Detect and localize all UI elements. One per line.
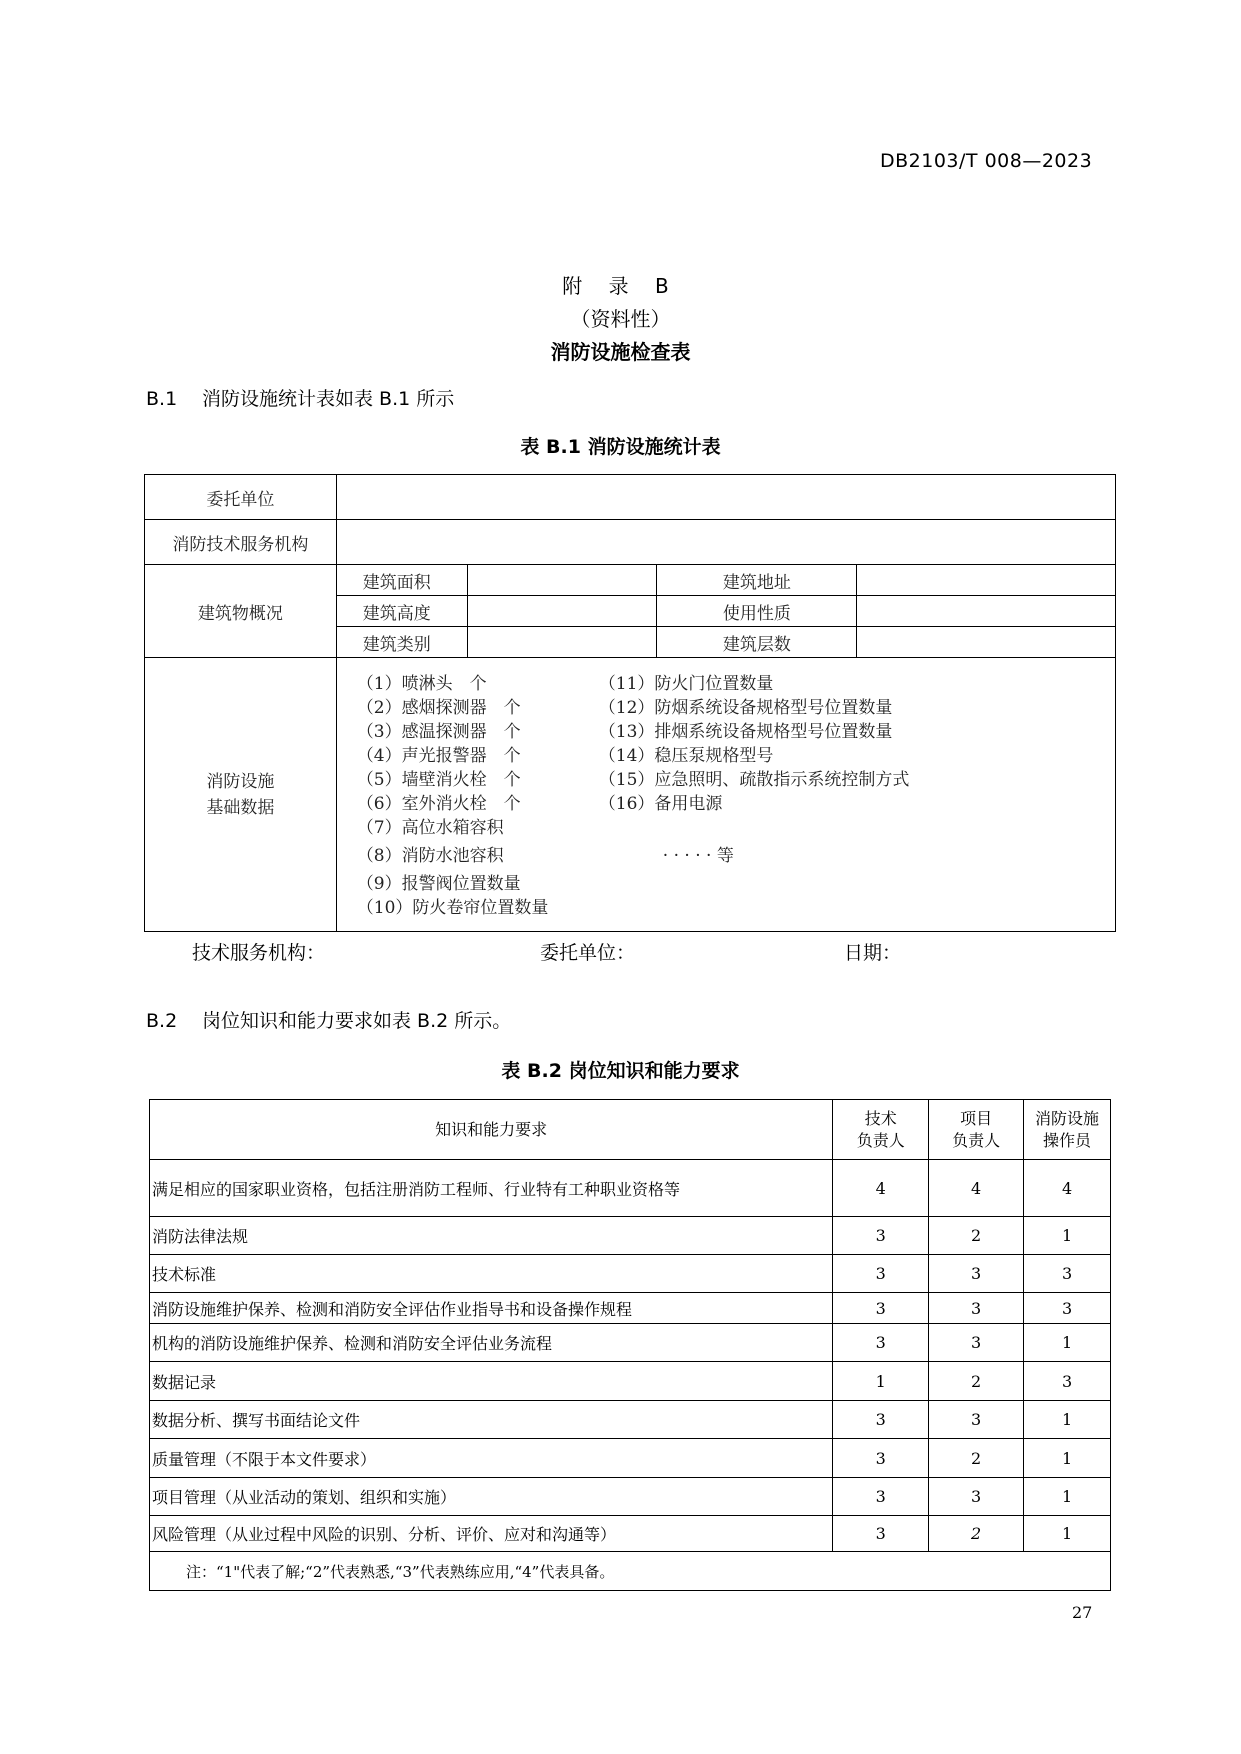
building-area-label: 建筑面积 [336, 565, 467, 596]
building-use-value [857, 596, 1116, 627]
appendix-main-title: 消防设施检查表 [550, 340, 691, 364]
building-label: 建筑物概况 [145, 565, 337, 658]
header-proj-line1: 项目 [960, 1108, 993, 1128]
tech-cell: 3 [833, 1217, 929, 1255]
building-category-label: 建筑类别 [336, 627, 467, 658]
header-requirement: 知识和能力要求 [150, 1100, 833, 1160]
facility-item: （8）消防水池容积 [356, 846, 504, 866]
facility-item: （11）防火门位置数量 [598, 674, 774, 694]
agency-value [336, 520, 1115, 565]
building-use-label: 使用性质 [657, 596, 857, 627]
facility-item: （7）高位水箱容积 [356, 818, 504, 838]
facility-item: （4）声光报警器 个 [356, 746, 521, 766]
header-op-line1: 消防设施 [1035, 1108, 1100, 1128]
table-b1-caption: 表 B.1 消防设施统计表 [520, 436, 721, 458]
requirement-cell: 项目管理（从业活动的策划、组织和实施） [150, 1478, 833, 1516]
facility-item: （3）感温探测器 个 [356, 722, 521, 742]
op-cell: 4 [1024, 1160, 1111, 1217]
op-cell: 1 [1024, 1324, 1111, 1362]
table-row [150, 1439, 1111, 1478]
facility-item: （16）备用电源 [598, 794, 723, 814]
facility-item: （10）防火卷帘位置数量 [356, 898, 549, 918]
table-header-row [150, 1100, 1111, 1160]
table-row [150, 1516, 1111, 1552]
requirement-cell: 机构的消防设施维护保养、检测和消防安全评估业务流程 [150, 1324, 833, 1362]
building-category-value [467, 627, 657, 658]
requirement-cell: 技术标准 [150, 1255, 833, 1293]
facility-item: （6）室外消火栓 个 [356, 794, 521, 814]
table-b2 [149, 1099, 1111, 1591]
table-b1 [144, 474, 1116, 932]
requirement-cell: 数据分析、撰写书面结论文件 [150, 1401, 833, 1439]
op-cell: 3 [1024, 1362, 1111, 1401]
requirement-cell: 质量管理（不限于本文件要求） [150, 1439, 833, 1478]
op-cell: 1 [1024, 1516, 1111, 1552]
requirement-cell: 消防法律法规 [150, 1217, 833, 1255]
proj-cell: 2 [929, 1362, 1024, 1401]
op-cell: 1 [1024, 1478, 1111, 1516]
table-row [150, 1160, 1111, 1217]
page-number: 27 [1072, 1603, 1093, 1622]
header-proj-line2: 负责人 [952, 1130, 1001, 1150]
facility-item: （14）稳压泵规格型号 [598, 746, 774, 766]
building-height-value [467, 596, 657, 627]
facility-item: （5）墙壁消火栓 个 [356, 770, 521, 790]
section-b1-number: B.1 [146, 388, 178, 410]
building-floors-label: 建筑层数 [657, 627, 857, 658]
op-cell: 3 [1024, 1255, 1111, 1293]
section-b1-heading [146, 384, 454, 411]
tech-cell: 3 [833, 1439, 929, 1478]
proj-cell: 3 [929, 1478, 1024, 1516]
requirement-cell: 满足相应的国家职业资格，包括注册消防工程师、行业特有工种职业资格等 [150, 1160, 833, 1217]
table-row [150, 1217, 1111, 1255]
facility-item: （9）报警阀位置数量 [356, 874, 521, 894]
table-note-row [150, 1552, 1111, 1591]
section-b2-heading [146, 1006, 511, 1033]
table-row [145, 520, 1116, 565]
building-address-label: 建筑地址 [657, 565, 857, 596]
header-op-line2: 操作员 [1043, 1130, 1092, 1150]
section-b2-number: B.2 [146, 1010, 178, 1032]
section-b1-text: 消防设施统计表如表 B.1 所示 [202, 388, 455, 410]
header-tech-line2: 负责人 [856, 1130, 905, 1150]
proj-cell: 3 [929, 1324, 1024, 1362]
proj-cell: 2 [929, 1217, 1024, 1255]
proj-cell: 3 [929, 1293, 1024, 1324]
section-b2-text: 岗位知识和能力要求如表 B.2 所示。 [202, 1010, 512, 1032]
appendix-title: 附 录 B [562, 274, 679, 298]
client-value [336, 475, 1115, 520]
table-row [150, 1255, 1111, 1293]
requirement-cell: 风险管理（从业过程中风险的识别、分析、评价、应对和沟通等） [150, 1516, 833, 1552]
op-cell: 1 [1024, 1401, 1111, 1439]
proj-cell: 3 [929, 1401, 1024, 1439]
op-cell: 1 [1024, 1217, 1111, 1255]
facility-item: （2）感烟探测器 个 [356, 698, 521, 718]
table-row [150, 1362, 1111, 1401]
facility-item: （15）应急照明、疏散指示系统控制方式 [598, 770, 910, 790]
signature-agency: 技术服务机构： [192, 942, 326, 964]
facility-item: （1）喷淋头 个 [356, 674, 487, 694]
agency-label: 消防技术服务机构 [145, 520, 337, 565]
proj-cell: 3 [929, 1255, 1024, 1293]
proj-cell: 4 [929, 1160, 1024, 1217]
requirement-cell: 数据记录 [150, 1362, 833, 1401]
header-operator [1024, 1100, 1111, 1160]
tech-cell: 1 [833, 1362, 929, 1401]
facility-label-line1: 消防设施 [206, 771, 275, 792]
table-row [150, 1478, 1111, 1516]
tech-cell: 3 [833, 1293, 929, 1324]
tech-cell: 3 [833, 1516, 929, 1552]
op-cell: 3 [1024, 1293, 1111, 1324]
table-row [150, 1401, 1111, 1439]
table-row [150, 1293, 1111, 1324]
op-cell: 1 [1024, 1439, 1111, 1478]
tech-cell: 3 [833, 1255, 929, 1293]
facility-item: （12）防烟系统设备规格型号位置数量 [598, 698, 893, 718]
appendix-nature: （资料性） [570, 307, 671, 331]
facility-item: （13）排烟系统设备规格型号位置数量 [598, 722, 893, 742]
client-label: 委托单位 [145, 475, 337, 520]
table-b2-caption: 表 B.2 岗位知识和能力要求 [501, 1060, 740, 1082]
building-height-label: 建筑高度 [336, 596, 467, 627]
tech-cell: 3 [833, 1478, 929, 1516]
facility-items-cell [336, 658, 1115, 932]
facility-etc: · · · · · 等 [662, 846, 734, 866]
facility-label-line2: 基础数据 [206, 797, 275, 818]
tech-cell: 4 [833, 1160, 929, 1217]
header-project-lead [929, 1100, 1024, 1160]
table-row [145, 658, 1116, 932]
header-tech-line1: 技术 [864, 1108, 897, 1128]
proj-cell: 2 [929, 1439, 1024, 1478]
header-tech-lead [833, 1100, 929, 1160]
table-row [145, 475, 1116, 520]
tech-cell: 3 [833, 1324, 929, 1362]
signature-client: 委托单位： [540, 942, 636, 964]
building-address-value [857, 565, 1116, 596]
document-number: DB2103/T 008—2023 [880, 150, 1093, 172]
tech-cell: 3 [833, 1401, 929, 1439]
table-note: 注：“1"代表了解;“2”代表熟悉,“3”代表熟练应用,“4”代表具备。 [150, 1552, 1111, 1591]
table-row [150, 1324, 1111, 1362]
facility-data-label [145, 658, 337, 932]
building-floors-value [857, 627, 1116, 658]
building-area-value [467, 565, 657, 596]
signature-date: 日期： [844, 942, 902, 964]
requirement-cell: 消防设施维护保养、检测和消防安全评估作业指导书和设备操作规程 [150, 1293, 833, 1324]
proj-cell: 2 [929, 1516, 1024, 1552]
table-row [145, 565, 1116, 596]
